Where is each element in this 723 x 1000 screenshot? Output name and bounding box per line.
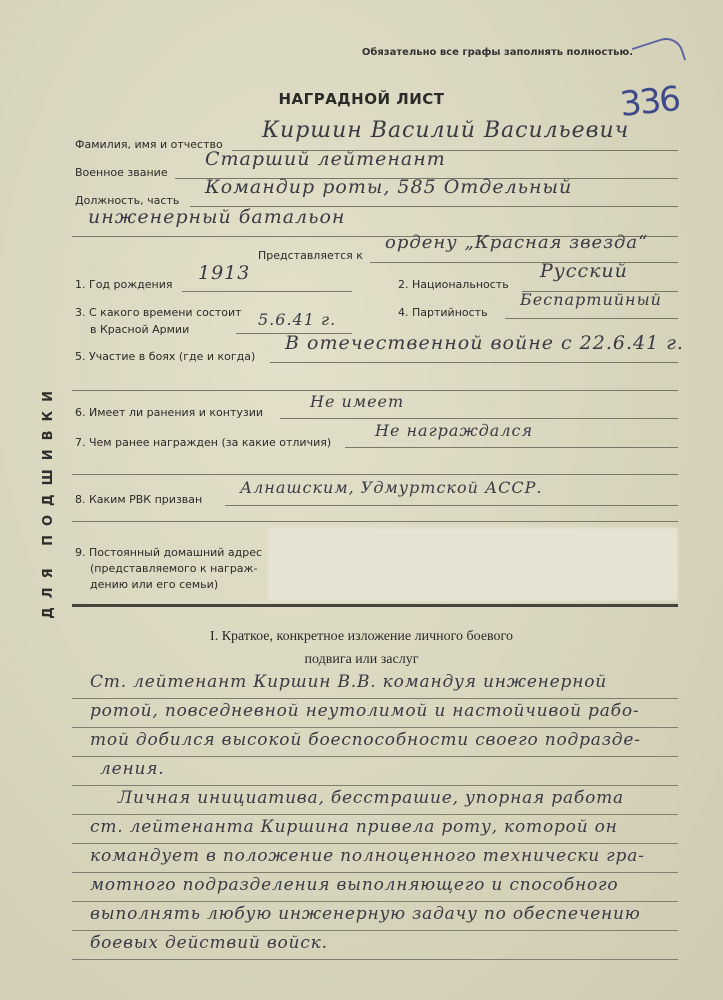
section-divider bbox=[72, 604, 678, 607]
document-title: НАГРАДНОЙ ЛИСТ bbox=[278, 90, 445, 108]
battles-value: В отечественной войне с 22.6.41 г. bbox=[285, 332, 684, 354]
rvk-value: Алнашским, Удмуртской АССР. bbox=[240, 478, 543, 497]
position-value: Командир роты, 585 Отдельный bbox=[205, 176, 573, 198]
narrative-line: Личная инициатива, бесстрашие, упорная работа bbox=[118, 788, 624, 808]
prior-awards-rule bbox=[345, 447, 678, 448]
narrative-rule bbox=[72, 756, 678, 757]
pencil-mark bbox=[632, 33, 686, 74]
section-heading-2: подвига или заслуг bbox=[304, 652, 419, 667]
narrative-rule bbox=[72, 901, 678, 902]
wounds-rule bbox=[280, 418, 678, 419]
battles-rule bbox=[270, 362, 678, 363]
narrative-line: мотного подразделения выполняющего и способного bbox=[90, 875, 619, 895]
narrative-line: командует в положение полноценного технически гра- bbox=[90, 846, 645, 866]
rvk-rule-2 bbox=[72, 521, 678, 522]
narrative-rule bbox=[72, 814, 678, 815]
narrative-line: ст. лейтенанта Киршина привела роту, которой он bbox=[90, 817, 618, 837]
name-label: Фамилия, имя и отчество bbox=[75, 138, 223, 151]
narrative-rule bbox=[72, 872, 678, 873]
narrative-line: выполнять любую инженерную задачу по обеспечению bbox=[90, 904, 641, 924]
party-value: Беспартийный bbox=[520, 290, 662, 309]
address-label-3: дению или его семьи) bbox=[90, 578, 219, 591]
address-label-1: 9. Постоянный домашний адрес bbox=[75, 546, 263, 559]
narrative-rule bbox=[72, 959, 678, 960]
prior-awards-rule-2 bbox=[72, 474, 678, 475]
narrative-line: той добился высокой боеспособности своего подразде- bbox=[90, 730, 641, 750]
army-since-label-1: 3. С какого времени состоит bbox=[75, 306, 242, 319]
name-value: Киршин Василий Васильевич bbox=[262, 118, 630, 143]
rank-value: Старший лейтенант bbox=[205, 148, 446, 170]
presented-value: ордену „Красная звезда“ bbox=[385, 232, 649, 253]
army-since-label-2: в Красной Армии bbox=[90, 323, 190, 336]
side-margin-text: ДЛЯ ПОДШИВКИ bbox=[40, 381, 56, 619]
nationality-value: Русский bbox=[540, 260, 628, 282]
birth-year-label: 1. Год рождения bbox=[75, 278, 173, 291]
address-label-2: (представляемого к награж- bbox=[90, 562, 258, 575]
archive-number: 336 bbox=[618, 79, 681, 125]
rvk-rule bbox=[225, 505, 678, 506]
nationality-label: 2. Национальность bbox=[398, 278, 509, 291]
narrative-rule bbox=[72, 785, 678, 786]
narrative-line: боевых действий войск. bbox=[90, 933, 328, 953]
narrative-line: ротой, повседневной неутолимой и настойчивой рабо- bbox=[90, 701, 640, 721]
presented-label: Представляется к bbox=[258, 249, 363, 262]
narrative-line: Ст. лейтенант Киршин В.В. командуя инженерной bbox=[90, 672, 608, 692]
narrative-rule bbox=[72, 727, 678, 728]
battles-label: 5. Участие в боях (где и когда) bbox=[75, 350, 256, 363]
rank-label: Военное звание bbox=[75, 166, 168, 179]
position-label: Должность, часть bbox=[75, 194, 180, 207]
birth-year-value: 1913 bbox=[198, 262, 251, 284]
section-heading-1: I. Краткое, конкретное изложение личного боевого bbox=[210, 629, 513, 644]
birth-year-rule bbox=[182, 291, 352, 292]
party-rule bbox=[505, 318, 678, 319]
narrative-line: ления. bbox=[100, 759, 165, 779]
wounds-value: Не имеет bbox=[310, 392, 405, 411]
narrative-rule bbox=[72, 698, 678, 699]
prior-awards-label: 7. Чем ранее награжден (за какие отличия) bbox=[75, 436, 332, 449]
narrative-rule bbox=[72, 930, 678, 931]
wounds-label: 6. Имеет ли ранения и контузии bbox=[75, 406, 264, 419]
party-label: 4. Партийность bbox=[398, 306, 488, 319]
presented-rule bbox=[370, 262, 678, 263]
narrative-rule bbox=[72, 843, 678, 844]
rvk-label: 8. Каким РВК призван bbox=[75, 493, 203, 506]
position-value-2: инженерный батальон bbox=[88, 206, 346, 228]
battles-rule-2 bbox=[72, 390, 678, 391]
prior-awards-value: Не награждался bbox=[375, 421, 534, 440]
redacted-address bbox=[268, 528, 678, 601]
fill-all-fields-notice: Обязательно все графы заполнять полностью. bbox=[361, 47, 633, 58]
army-since-value: 5.6.41 г. bbox=[258, 310, 337, 329]
